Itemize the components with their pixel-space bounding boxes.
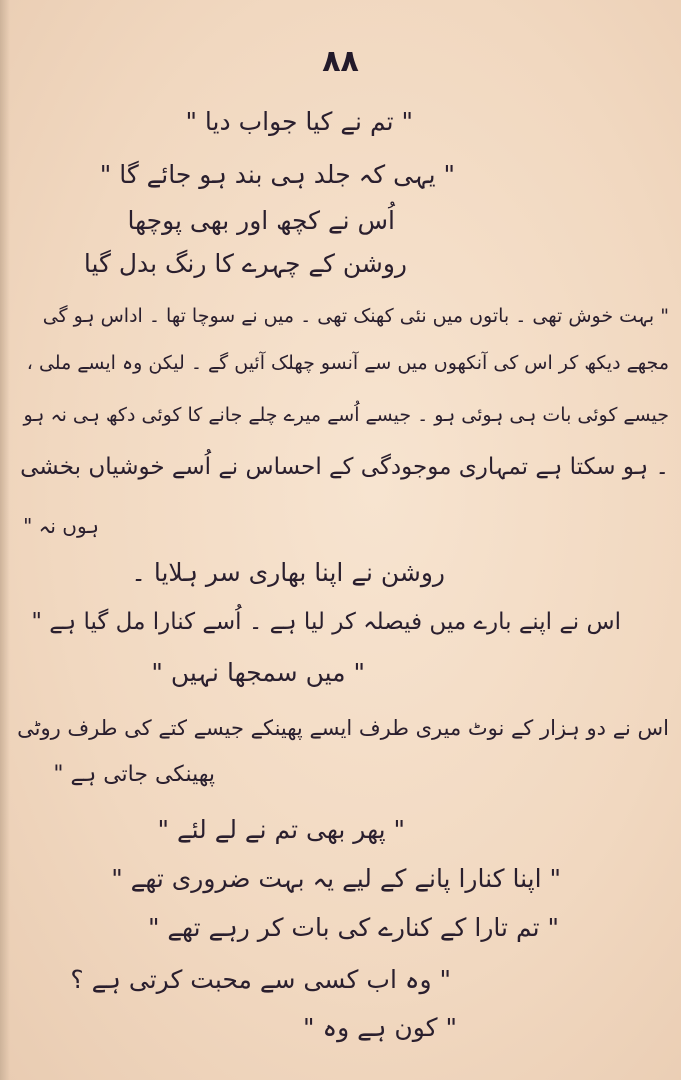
text-line: " اپنا کنارا پانے کے لیے یہ بہت ضروری تھے " — [111, 864, 561, 893]
text-line: اس نے اپنے بارے میں فیصلہ کر لیا ہے ۔ اُسے کنارا مل گیا ہے " — [31, 609, 621, 635]
text-line: " میں سمجھا نہیں " — [151, 658, 365, 687]
text-line: اس نے دو ہزار کے نوٹ میری طرف ایسے پھینکے جیسے کتے کی طرف روٹی — [17, 716, 669, 740]
text-line: روشن نے اپنا بھاری سر ہلایا ۔ — [131, 558, 445, 587]
text-line: " کون ہے وہ " — [303, 1013, 457, 1042]
text-line: " بہت خوش تھی ۔ باتوں میں نئی کھنک تھی ۔ میں نے سوچا تھا ۔ اداس ہو گی — [42, 305, 669, 327]
text-line: " تم تارا کے کنارے کی بات کر رہے تھے " — [147, 913, 559, 942]
page-edge-shadow — [0, 0, 10, 1080]
text-line: پھینکی جاتی ہے " — [53, 762, 215, 787]
text-line: اُس نے کچھ اور بھی پوچھا — [127, 206, 395, 235]
text-line: " پھر بھی تم نے لے لئے " — [157, 815, 405, 844]
text-line: " وہ اب کسی سے محبت کرتی ہے ؟ — [70, 965, 451, 994]
text-line: ہوں نہ " — [23, 514, 99, 538]
text-line: ۔ ہو سکتا ہے تمہاری موجودگی کے احساس نے اُسے خوشیاں بخشی — [20, 454, 669, 480]
text-line: روشن کے چہرے کا رنگ بدل گیا — [83, 249, 407, 278]
text-line: جیسے کوئی بات ہی ہوئی ہو ۔ جیسے اُسے میرے چلے جانے کا کوئی دکھ ہی نہ ہو — [23, 404, 669, 426]
text-line: " تم نے کیا جواب دیا " — [185, 107, 413, 136]
text-line: مجھے دیکھ کر اس کی آنکھوں میں سے آنسو چھلک آئیں گے ۔ لیکن وہ ایسے ملی ، — [26, 352, 669, 374]
text-line: " یہی کہ جلد ہی بند ہو جائے گا " — [99, 160, 455, 189]
page-number: ۸۸ — [322, 44, 359, 79]
